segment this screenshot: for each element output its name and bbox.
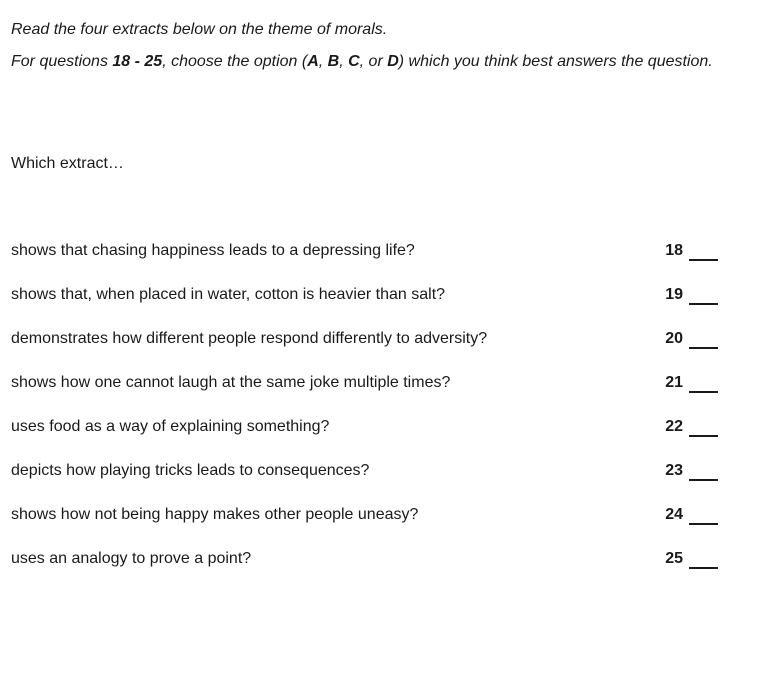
question-text: shows that chasing happiness leads to a depressing life?	[11, 242, 415, 259]
instructions-text: , choose the option (	[162, 52, 308, 70]
answer-blank[interactable]	[689, 391, 718, 393]
answer-blank[interactable]	[689, 259, 718, 261]
question-row	[11, 503, 721, 547]
question-number: 25	[665, 550, 683, 567]
instructions-text: For questions	[11, 52, 113, 70]
instructions-text: ,	[318, 52, 328, 70]
question-text: demonstrates how different people respond differently to adversity?	[11, 330, 488, 347]
question-number: 20	[665, 330, 683, 347]
instructions	[11, 14, 751, 77]
instructions-text: , or	[359, 52, 388, 70]
instructions-line-1: Read the four extracts below on the theme of morals.	[11, 21, 388, 38]
answer-blank[interactable]	[689, 523, 718, 525]
option-b: B	[327, 52, 340, 70]
question-number: 23	[665, 462, 683, 479]
option-d: D	[387, 52, 399, 70]
question-row	[11, 415, 721, 459]
question-text: shows that, when placed in water, cotton is heavier than salt?	[11, 286, 446, 303]
question-text: uses food as a way of explaining something?	[11, 418, 330, 435]
question-list	[11, 239, 721, 591]
instructions-text: ,	[339, 52, 349, 70]
question-row	[11, 283, 721, 327]
question-row	[11, 239, 721, 283]
answer-blank[interactable]	[689, 303, 718, 305]
question-range: 18 - 25	[112, 52, 163, 70]
question-row	[11, 459, 721, 503]
question-number: 18	[665, 242, 683, 259]
question-row	[11, 547, 721, 591]
question-text: shows how not being happy makes other people uneasy?	[11, 506, 419, 523]
question-text: uses an analogy to prove a point?	[11, 550, 252, 567]
answer-blank[interactable]	[689, 479, 718, 481]
answer-blank[interactable]	[689, 347, 718, 349]
question-row	[11, 327, 721, 371]
question-number: 22	[665, 418, 683, 435]
answer-blank[interactable]	[689, 435, 718, 437]
instructions-text: ) which you think best answers the question.	[398, 52, 713, 70]
option-a: A	[307, 52, 319, 70]
question-number: 21	[665, 374, 683, 391]
instructions-line-2	[11, 46, 751, 78]
question-text: depicts how playing tricks leads to consequences?	[11, 462, 370, 479]
question-text: shows how one cannot laugh at the same joke multiple times?	[11, 374, 451, 391]
question-number: 24	[665, 506, 683, 523]
question-row	[11, 371, 721, 415]
question-number: 19	[665, 286, 683, 303]
lead-question: Which extract…	[11, 155, 124, 172]
answer-blank[interactable]	[689, 567, 718, 569]
option-c: C	[348, 52, 360, 70]
